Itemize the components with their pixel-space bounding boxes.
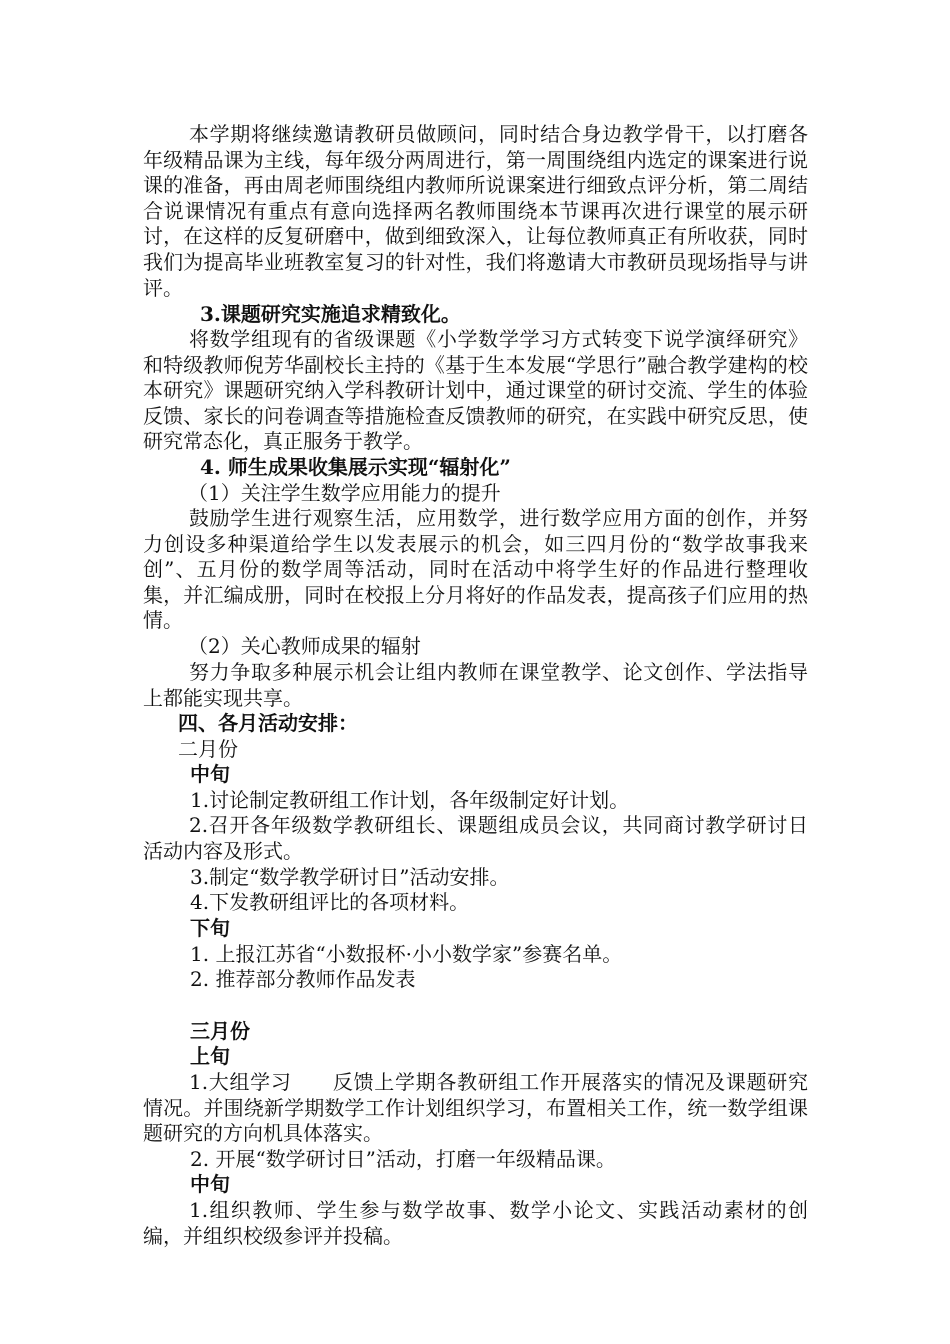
list-item: 2. 开展“数学研讨日”活动，打磨一年级精品课。 xyxy=(190,1147,616,1171)
mar-early-label: 上旬 xyxy=(190,1044,230,1068)
list-item: 1. 上报江苏省“小数报杯·小小数学家”参赛名单。 xyxy=(190,942,623,966)
list-item: 4.下发教研组评比的各项材料。 xyxy=(190,890,470,914)
list-item: 1.大组学习 反馈上学期各教研组工作开展落实的情况及课题研究情况。并围绕新学期数学工作计划组织学习，布置相关工作，统一数学组课题研究的方向机具体落实。 xyxy=(143,1070,808,1146)
heading-3: 3.课题研究实施追求精致化。 xyxy=(200,302,461,326)
list-item: 1.组织教师、学生参与数学故事、数学小论文、实践活动素材的创编，并组织校级参评并投稿。 xyxy=(143,1198,808,1248)
list-item: 3.制定“数学教学研讨日”活动安排。 xyxy=(190,865,510,889)
paragraph-3: 将数学组现有的省级课题《小学数学学习方式转变下说学演绎研究》和特级教师倪芳华副校长主持的《基于生本发展“学思行”融合教学建构的校本研究》课题研究纳入学科教研计划中，通过课堂的研讨交流、学生的体验反馈、家长的问卷调查等措施检查反馈教师的研究，在实践中研究反思，使研究常态化，真正服务于教学。 xyxy=(143,327,808,454)
subheading-4-1: （1）关注学生数学应用能力的提升 xyxy=(188,481,501,505)
paragraph-4-1: 鼓励学生进行观察生活，应用数学，进行数学应用方面的创作，并努力创设多种渠道给学生以发表展示的机会，如三四月份的“数学故事我来创”、五月份的数学周等活动，同时在活动中将学生好的作品进行整理收集，并汇编成册，同时在校报上分月将好的作品发表，提高孩子们应用的热情。 xyxy=(143,506,808,633)
list-item: 2. 推荐部分教师作品发表 xyxy=(190,967,416,991)
month-mar: 三月份 xyxy=(190,1019,250,1043)
feb-late-label: 下旬 xyxy=(190,916,230,940)
subheading-4-2: （2）关心教师成果的辐射 xyxy=(188,634,421,658)
section-heading-4: 四、各月活动安排： xyxy=(178,711,358,735)
mar-mid-label: 中旬 xyxy=(190,1172,230,1196)
list-item: 1.讨论制定教研组工作计划，各年级制定好计划。 xyxy=(190,788,630,812)
heading-4: 4. 师生成果收集展示实现“辐射化” xyxy=(200,455,511,479)
paragraph-4-2: 努力争取多种展示机会让组内教师在课堂教学、论文创作、学法指导上都能实现共享。 xyxy=(143,660,808,710)
list-item: 2.召开各年级数学教研组长、课题组成员会议，共同商讨教学研讨日活动内容及形式。 xyxy=(143,813,808,863)
feb-mid-label: 中旬 xyxy=(190,762,230,786)
month-feb: 二月份 xyxy=(178,737,238,761)
intro-paragraph: 本学期将继续邀请教研员做顾问，同时结合身边教学骨干，以打磨各年级精品课为主线，每年级分两周进行，第一周围绕组内选定的课案进行说课的准备，再由周老师围绕组内教师所说课案进行细致点评分析，第二周结合说课情况有重点有意向选择两名教师围绕本节课再次进行课堂的展示研讨，在这样的反复研磨中，做到细致深入，让每位教师真正有所收获，同时我们为提高毕业班教室复习的针对性，我们将邀请大市教研员现场指导与讲评。 xyxy=(143,122,808,300)
